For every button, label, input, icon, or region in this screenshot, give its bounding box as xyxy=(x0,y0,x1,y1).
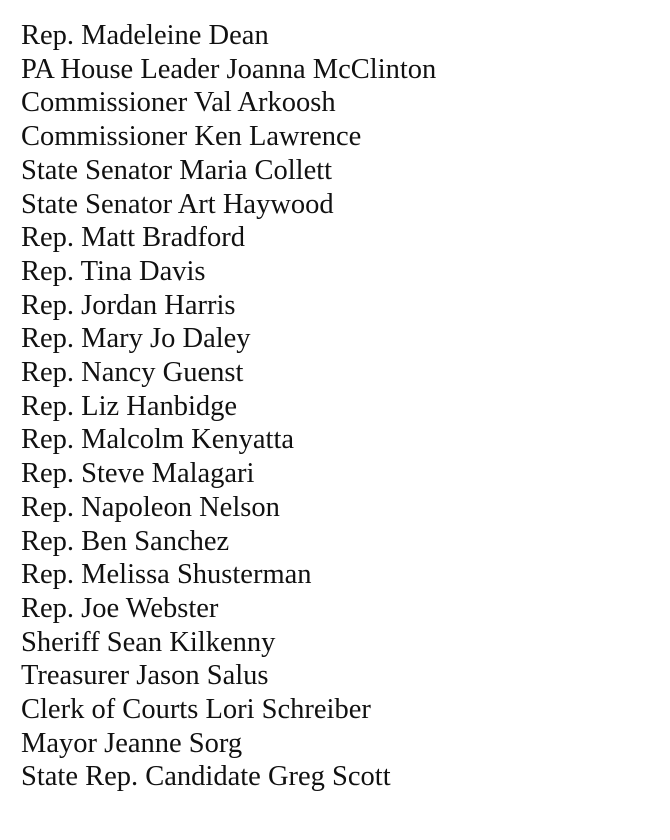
list-item: Commissioner Ken Lawrence xyxy=(21,121,362,153)
list-item: Commissioner Val Arkoosh xyxy=(21,87,336,119)
list-item: Rep. Nancy Guenst xyxy=(21,357,244,389)
list-item: Rep. Matt Bradford xyxy=(21,222,245,254)
list-item: Rep. Mary Jo Daley xyxy=(21,323,251,355)
list-item: Treasurer Jason Salus xyxy=(21,660,269,692)
list-item: PA House Leader Joanna McClinton xyxy=(21,53,437,85)
list-item: Sheriff Sean Kilkenny xyxy=(21,626,276,658)
list-item: Rep. Madeleine Dean xyxy=(21,20,269,51)
list-item: Rep. Liz Hanbidge xyxy=(21,390,238,422)
list-item: Rep. Joe Webster xyxy=(21,592,219,624)
list-item: State Senator Art Haywood xyxy=(21,188,334,220)
list-item: State Senator Maria Collett xyxy=(21,154,333,186)
list-item: Rep. Napoleon Nelson xyxy=(21,491,280,523)
list-item: State Rep. Candidate Greg Scott xyxy=(21,761,391,793)
list-item: Rep. Steve Malagari xyxy=(21,458,255,490)
list-item: Rep. Malcolm Kenyatta xyxy=(21,424,295,456)
list-item: Clerk of Courts Lori Schreiber xyxy=(21,694,371,726)
endorsement-list xyxy=(21,19,436,794)
list-item: Rep. Ben Sanchez xyxy=(21,525,230,557)
list-item: Rep. Jordan Harris xyxy=(21,289,236,321)
list-item: Mayor Jeanne Sorg xyxy=(21,727,243,759)
list-item: Rep. Tina Davis xyxy=(21,255,206,287)
list-item: Rep. Melissa Shusterman xyxy=(21,559,312,591)
